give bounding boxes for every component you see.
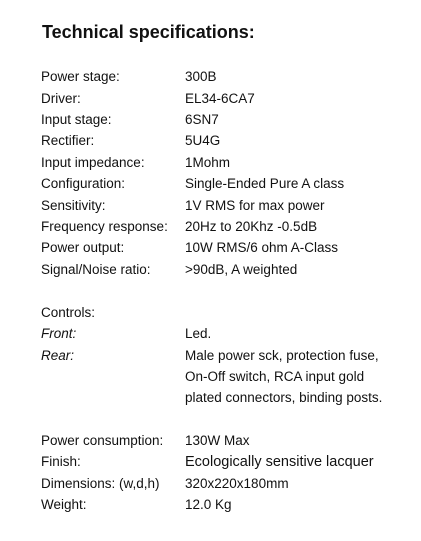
spec-value: 320x220x180mm xyxy=(185,476,289,491)
spec-label: Input stage: xyxy=(41,112,112,127)
controls-rear-line: plated connectors, binding posts. xyxy=(185,390,383,405)
spec-value: 6SN7 xyxy=(185,112,219,127)
spec-label: Signal/Noise ratio: xyxy=(41,262,151,277)
spec-label: Driver: xyxy=(41,91,81,106)
controls-front-label: Front: xyxy=(41,326,77,341)
controls-heading: Controls: xyxy=(41,305,96,320)
spec-label: Frequency response: xyxy=(41,219,168,234)
spec-label: Configuration: xyxy=(41,176,126,191)
spec-value: 5U4G xyxy=(185,133,221,148)
spec-value: 20Hz to 20Khz -0.5dB xyxy=(185,219,318,234)
page-title: Technical specifications: xyxy=(42,22,255,42)
spec-value: >90dB, A weighted xyxy=(185,262,298,277)
spec-value: Single-Ended Pure A class xyxy=(185,176,345,191)
spec-value: 130W Max xyxy=(185,433,250,448)
spec-label: Finish: xyxy=(41,454,81,469)
controls-rear-line: On-Off switch, RCA input gold xyxy=(185,369,365,384)
controls-front-value: Led. xyxy=(185,326,212,341)
spec-value: 10W RMS/6 ohm A-Class xyxy=(185,240,339,255)
spec-value: Ecologically sensitive lacquer xyxy=(185,454,374,470)
controls-rear-value xyxy=(185,347,382,410)
spec-value: 12.0 Kg xyxy=(185,497,232,512)
controls-rear-label: Rear: xyxy=(41,348,75,363)
controls-rear-line: Male power sck, protection fuse, xyxy=(185,348,379,363)
spec-value: EL34-6CA7 xyxy=(185,91,255,106)
spec-label: Power consumption: xyxy=(41,433,164,448)
spec-label: Input impedance: xyxy=(41,155,145,170)
spec-value: 1Mohm xyxy=(185,155,231,170)
spec-label: Power output: xyxy=(41,240,125,255)
spec-label: Rectifier: xyxy=(41,133,95,148)
spec-value: 300B xyxy=(185,69,217,84)
spec-label: Weight: xyxy=(41,497,87,512)
spec-value: 1V RMS for max power xyxy=(185,198,325,213)
spec-label: Power stage: xyxy=(41,69,120,84)
spec-label: Sensitivity: xyxy=(41,198,106,213)
spec-label: Dimensions: (w,d,h) xyxy=(41,476,160,491)
